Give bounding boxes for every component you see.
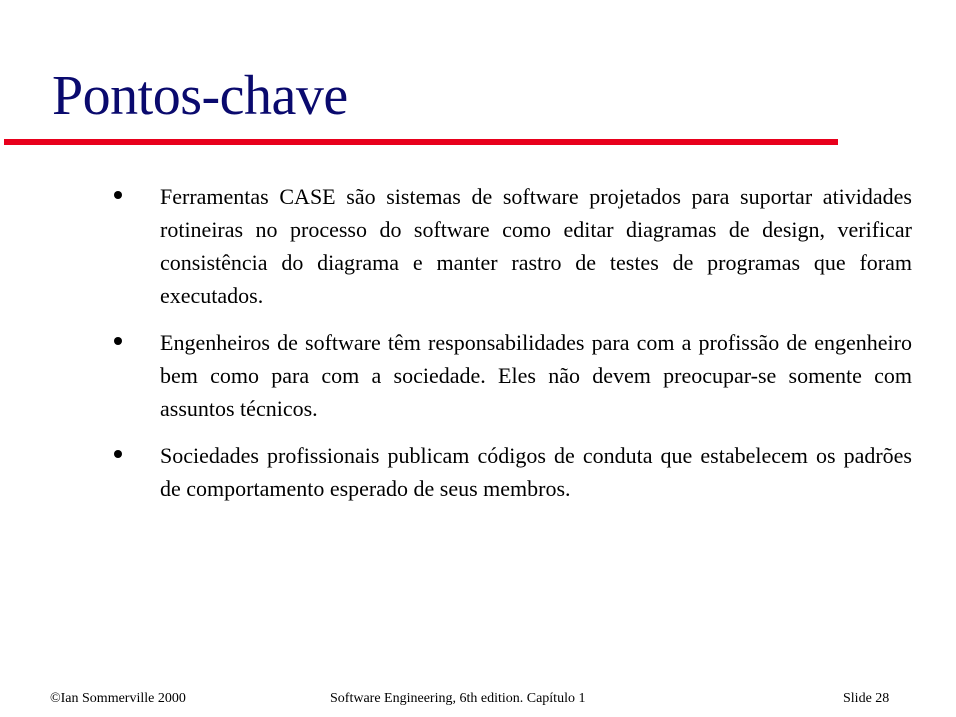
bullet-item — [110, 180, 912, 312]
slide-title: Pontos-chave — [52, 65, 348, 127]
bullet-text: Ferramentas CASE são sistemas de software projetados para suportar atividades rotineiras no processo do software como editar diagramas de design, verificar consistência do diagrama e manter rastro de testes de programas que foram executados. — [160, 184, 912, 308]
bullet-dot-icon — [114, 191, 122, 199]
bullet-text: Engenheiros de software têm responsabilidades para com a profissão de engenheiro bem como para com a sociedade. Eles não devem preocupar-se somente com assuntos técnicos. — [160, 330, 912, 421]
bullet-item — [110, 439, 912, 505]
bullet-text: Sociedades profissionais publicam códigos de conduta que estabelecem os padrões de comportamento esperado de seus membros. — [160, 443, 912, 501]
footer-copyright: ©Ian Sommerville 2000 — [50, 691, 186, 706]
footer-book-title: Software Engineering, 6th edition. Capítulo 1 — [330, 691, 586, 706]
footer-slide-number: Slide 28 — [843, 691, 890, 706]
bullet-dot-icon — [114, 450, 122, 458]
bullet-list — [110, 180, 912, 519]
bullet-dot-icon — [114, 337, 122, 345]
bullet-item — [110, 326, 912, 425]
title-underline — [4, 139, 838, 145]
